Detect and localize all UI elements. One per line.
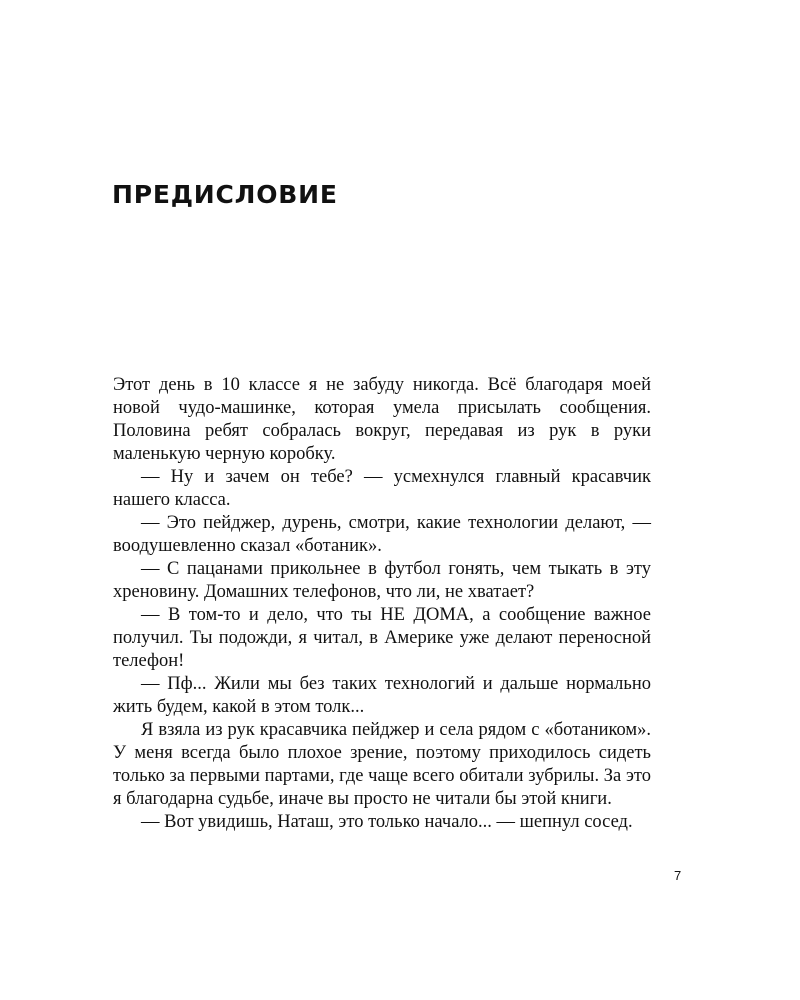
paragraph: Этот день в 10 классе я не забуду никогда. Всё благодаря моей новой чудо-машинке, которая умела присылать сообщения. Половина ребят собралась вокруг, передавая из рук в руки маленькую черную коробку. (113, 375, 651, 464)
chapter-title: ПРЕДИСЛОВИЕ (112, 180, 338, 209)
paragraph: — Это пейджер, дурень, смотри, какие технологии делают, — воодушевленно сказал «ботаник». (113, 513, 651, 556)
paragraph: — Вот увидишь, Наташ, это только начало... — шепнул сосед. (141, 812, 633, 832)
paragraph: — Ну и зачем он тебе? — усмехнулся главный красавчик нашего класса. (113, 467, 651, 510)
paragraph: — Пф... Жили мы без таких технологий и дальше нормально жить будем, какой в этом толк... (113, 674, 651, 717)
page-number: 7 (674, 868, 682, 883)
paragraph: — С пацанами прикольнее в футбол гонять, чем тыкать в эту хреновину. Домашних телефонов, что ли, не хватает? (113, 559, 651, 602)
chapter-body (113, 374, 651, 834)
paragraph: Я взяла из рук красавчика пейджер и села рядом с «ботаником». У меня всегда было плохое зрение, поэтому приходилось сидеть только за первыми партами, где чаще всего обитали зубрилы. За это я благодарна судьбе, иначе вы просто не читали бы этой книги. (113, 720, 651, 809)
paragraph: — В том-то и дело, что ты НЕ ДОМА, а сообщение важное получил. Ты подожди, я читал, в Америке уже делают переносной телефон! (113, 605, 651, 671)
